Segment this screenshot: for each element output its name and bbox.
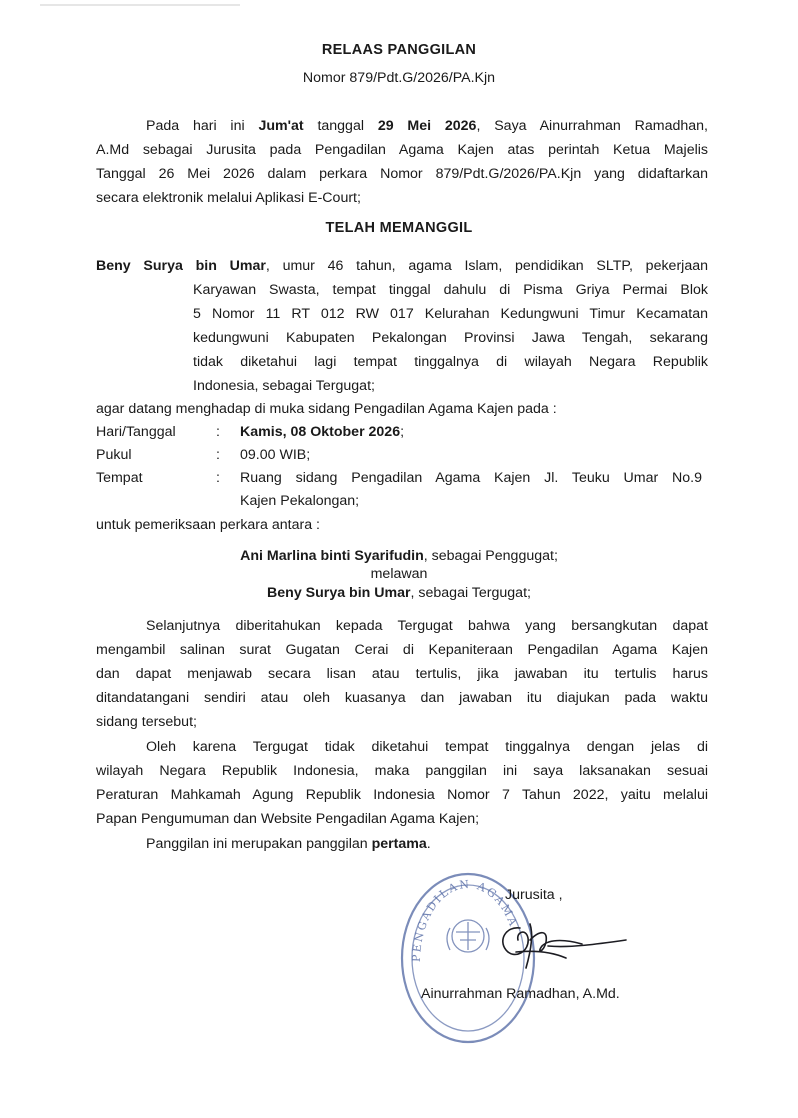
para2-line-2: wilayah Negara Republik Indonesia, maka panggilan ini saya laksanakan sesuai xyxy=(96,763,708,779)
defendant-name: Beny Surya bin Umar xyxy=(267,585,411,601)
document-title: RELAAS PANGGILAN xyxy=(321,42,477,58)
schedule-time-value: 09.00 WIB; xyxy=(240,447,311,463)
opening-date: 29 Mei 2026 xyxy=(377,118,477,134)
para1-line-4: ditandatangani sendiri atau oleh kuasanya dan jawaban itu diajukan pada waktu xyxy=(96,690,708,706)
schedule-place-label: Tempat xyxy=(96,470,143,486)
party-line-3: 5 Nomor 11 RT 012 RW 017 Kelurahan Kedungwuni Timur Kecamatan xyxy=(193,306,708,322)
schedule-date-value: Kamis, 08 Oktober 2026; xyxy=(240,424,405,440)
schedule-place-line-1: Ruang sidang Pengadilan Agama Kajen Jl. Teuku Umar No.9 xyxy=(240,470,702,486)
para2-line-3: Peraturan Mahkamah Agung Republik Indonesia Nomor 7 Tahun 2022, yaitu melalui xyxy=(96,787,708,803)
plaintiff-line: Ani Marlina binti Syarifudin, sebagai Penggugat; xyxy=(240,548,558,564)
schedule-date-colon: : xyxy=(216,424,220,440)
schedule-date-label: Hari/Tanggal xyxy=(96,424,176,440)
opening-day: Jum'at xyxy=(258,118,304,134)
party-line-5: tidak diketahui lagi tempat tinggalnya di wilayah Negara Republik xyxy=(193,354,708,370)
seal-text: PENGADILAN AGAMA xyxy=(409,877,521,963)
handwritten-signature xyxy=(486,906,636,986)
opening-line-2: A.Md sebagai Jurusita pada Pengadilan Agama Kajen atas perintah Ketua Majelis xyxy=(96,142,708,158)
plaintiff-name: Ani Marlina binti Syarifudin xyxy=(240,548,424,564)
summon-intro: agar datang menghadap di muka sidang Pengadilan Agama Kajen pada : xyxy=(96,401,557,417)
signer-name: Ainurrahman Ramadhan, A.Md. xyxy=(421,986,620,1002)
para3-line: Panggilan ini merupakan panggilan pertama. xyxy=(146,836,431,852)
opening-line-3: Tanggal 26 Mei 2026 dalam perkara Nomor 879/Pdt.G/2026/PA.Kjn yang didaftarkan xyxy=(96,166,708,182)
signature-role: Jurusita , xyxy=(505,887,563,903)
schedule-place-line-2: Kajen Pekalongan; xyxy=(240,493,360,509)
defendant-line: Beny Surya bin Umar, sebagai Tergugat; xyxy=(267,585,531,601)
schedule-place-colon: : xyxy=(216,470,220,486)
section-title: TELAH MEMANGGIL xyxy=(325,220,473,236)
para1-line-5: sidang tersebut; xyxy=(96,714,197,730)
case-intro: untuk pemeriksaan perkara antara : xyxy=(96,517,320,533)
opening-line-4: secara elektronik melalui Aplikasi E-Court; xyxy=(96,190,361,206)
opening-line-1: Pada hari ini Jum'at tanggal 29 Mei 2026, Saya Ainurrahman Ramadhan, xyxy=(146,118,708,134)
party-line-6: Indonesia, sebagai Tergugat; xyxy=(193,378,375,394)
para2-line-4: Papan Pengumuman dan Website Pengadilan Agama Kajen; xyxy=(96,811,480,827)
para1-line-3: dan dapat menjawab secara lisan atau tertulis, jika jawaban itu tertulis harus xyxy=(96,666,708,682)
party-line-1: Beny Surya bin Umar, umur 46 tahun, agama Islam, pendidikan SLTP, pekerjaan xyxy=(96,258,708,274)
versus-line: melawan xyxy=(370,566,428,582)
para2-line-1: Oleh karena Tergugat tidak diketahui tempat tinggalnya dengan jelas di xyxy=(146,739,708,755)
party-line-4: kedungwuni Kabupaten Pekalongan Provinsi Jawa Tengah, sekarang xyxy=(193,330,708,346)
schedule-time-label: Pukul xyxy=(96,447,132,463)
party-line-2: Karyawan Swasta, tempat tinggal dahulu di Pisma Griya Permai Blok xyxy=(193,282,708,298)
para1-line-2: mengambil salinan surat Gugatan Cerai di Kepaniteraan Pengadilan Agama Kajen xyxy=(96,642,708,658)
para1-line-1: Selanjutnya diberitahukan kepada Tergugat bahwa yang bersangkutan dapat xyxy=(146,618,708,634)
summons-ordinal: pertama xyxy=(371,836,427,852)
document-number: Nomor 879/Pdt.G/2026/PA.Kjn xyxy=(302,70,496,86)
schedule-time-colon: : xyxy=(216,447,220,463)
party-name: Beny Surya bin Umar xyxy=(96,258,266,274)
scan-artifact xyxy=(40,4,240,6)
